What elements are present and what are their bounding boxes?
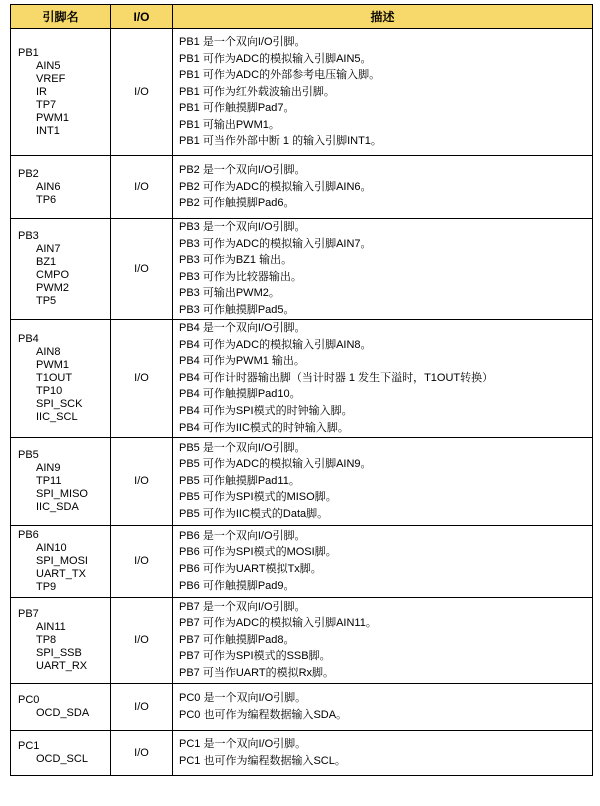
pin-name-cell [11,156,111,219]
io-cell: I/O [111,525,173,597]
description-line: PC1 是一个双向I/O引脚。 [179,737,307,750]
table-header-row [11,5,593,29]
pin-alt-function: INT1 [36,124,60,137]
pin-name: PB1 [18,46,39,59]
description-line: PB4 是一个双向I/O引脚。 [179,321,306,334]
io-cell: I/O [111,597,173,683]
pin-alt-function: TP5 [36,294,57,307]
pin-alt-function: VREF [36,72,66,85]
description-line: PB1 可作为ADC的外部参考电压输入脚。 [179,69,381,82]
io-cell: I/O [111,219,173,320]
description-line: PB1 可作触摸脚Pad7。 [179,102,295,115]
description-line: PB3 可作为ADC的模拟输入引脚AIN7。 [179,237,372,250]
pin-alt-function: AIN7 [36,242,61,255]
io-cell: I/O [111,319,173,437]
table-row [11,437,593,525]
description-cell [173,730,593,775]
table-row [11,319,593,437]
pin-alt-function: TP7 [36,98,57,111]
description-cell [173,437,593,525]
description-line: PB3 可作为BZ1 输出。 [179,254,293,267]
description-line: PB2 可作触摸脚Pad6。 [179,197,295,210]
pin-alt-function: SPI_MISO [36,487,88,500]
pin-alt-function: PWM1 [36,111,69,124]
description-line: PC0 也可作为编程数据输入SDA。 [179,708,348,721]
pin-name: PB3 [18,229,39,242]
description-line: PB2 是一个双向I/O引脚。 [179,164,306,177]
pin-name: PB5 [18,448,39,461]
description-line: PB4 可作为PWM1 输出。 [179,355,305,368]
description-line: PB5 可作为ADC的模拟输入引脚AIN9。 [179,458,372,471]
description-line: PB7 是一个双向I/O引脚。 [179,600,306,613]
pin-name: PC1 [18,739,40,752]
io-cell: I/O [111,29,173,156]
table-row [11,156,593,219]
description-line: PB1 可作为ADC的模拟输入引脚AIN5。 [179,52,372,65]
description-line: PB4 可作为SPI模式的时钟输入脚。 [179,404,353,417]
description-line: PB5 可作触摸脚Pad11。 [179,474,300,487]
description-line: PB4 可作为IIC模式的时钟输入脚。 [179,421,349,434]
pin-alt-function: BZ1 [36,255,57,268]
pin-alt-function: PWM1 [36,358,69,371]
description-line: PB3 是一个双向I/O引脚。 [179,221,306,233]
table-row [11,29,593,156]
table-row [11,683,593,730]
description-line: PB3 可作触摸脚Pad5。 [179,303,295,316]
description-cell [173,219,593,320]
pin-name-cell [11,525,111,597]
pin-name: PB2 [18,167,39,180]
description-cell [173,683,593,730]
description-cell [173,597,593,683]
pin-alt-function: SPI_SCK [36,397,83,410]
pin-alt-function: TP11 [36,474,62,487]
pin-alt-function: PWM2 [36,281,69,294]
description-line: PB6 可作为SPI模式的MOSI脚。 [179,546,337,559]
pin-alt-function: TP10 [36,384,63,397]
description-line: PB1 是一个双向I/O引脚。 [179,35,306,48]
description-line: PB7 可作为ADC的模拟输入引脚AIN11。 [179,617,377,630]
pin-alt-function: AIN10 [36,541,67,554]
description-line: PB4 可作触摸脚Pad10。 [179,388,301,401]
pin-alt-function: AIN6 [36,180,61,193]
pin-table [10,4,593,776]
description-line: PB7 可当作UART的模拟Rx脚。 [179,666,335,679]
pin-alt-function: SPI_MOSI [36,554,88,567]
pin-name: PB4 [18,332,39,345]
pin-name-cell [11,29,111,156]
io-cell: I/O [111,156,173,219]
pin-alt-function: AIN5 [36,59,61,72]
pin-name-cell [11,683,111,730]
description-line: PB1 可输出PWM1。 [179,118,280,131]
table-row [11,525,593,597]
pin-alt-function: UART_TX [36,567,86,580]
header-pin-name: 引脚名 [11,5,111,29]
pin-name-cell [11,730,111,775]
description-cell [173,525,593,597]
pin-alt-function: SPI_SSB [36,646,82,659]
pin-name-cell [11,319,111,437]
pin-alt-function: TP9 [36,580,57,593]
pin-name-cell [11,219,111,320]
description-line: PB5 是一个双向I/O引脚。 [179,441,306,454]
pin-alt-function: IR [36,85,47,98]
description-cell [173,29,593,156]
description-line: PB3 可作为比较器输出。 [179,270,302,283]
description-line: PB6 可作为UART模拟Tx脚。 [179,563,322,576]
description-line: PB6 是一个双向I/O引脚。 [179,529,306,542]
pin-name-cell [11,437,111,525]
description-line: PB2 可作为ADC的模拟输入引脚AIN6。 [179,180,372,193]
description-line: PB7 可作触摸脚Pad8。 [179,633,295,646]
description-line: PB5 可作为IIC模式的Data脚。 [179,507,329,520]
description-line: PC0 是一个双向I/O引脚。 [179,691,307,704]
pin-alt-function: TP8 [36,633,57,646]
pin-alt-function: IIC_SCL [36,410,78,423]
pin-alt-function: UART_RX [36,659,88,672]
description-line: PB7 可作为SPI模式的SSB脚。 [179,650,331,663]
pin-alt-function: OCD_SDA [36,706,90,719]
table-row [11,730,593,775]
table-body [11,29,593,776]
pin-alt-function: T1OUT [36,371,73,384]
pin-alt-function: IIC_SDA [36,500,79,513]
description-line: PB3 可输出PWM2。 [179,287,280,300]
io-cell: I/O [111,730,173,775]
io-cell: I/O [111,683,173,730]
description-cell [173,156,593,219]
pin-alt-function: CMPO [36,268,69,281]
pin-alt-function: AIN8 [36,345,61,358]
pin-alt-function: TP6 [36,193,57,206]
pin-name: PB7 [18,607,39,620]
pin-alt-function: OCD_SCL [36,752,88,765]
header-description: 描述 [173,5,593,29]
pin-name-cell [11,597,111,683]
description-line: PB5 可作为SPI模式的MISO脚。 [179,491,337,504]
pin-description-document [10,4,592,776]
io-cell: I/O [111,437,173,525]
header-io: I/O [111,5,173,29]
description-line: PB1 可作为红外载波输出引脚。 [179,85,335,98]
description-line: PB4 可作计时器输出脚（当计时器 1 发生下溢时，T1OUT转换） [179,371,494,384]
table-row [11,219,593,320]
description-line: PB4 可作为ADC的模拟输入引脚AIN8。 [179,338,372,351]
description-cell [173,319,593,437]
pin-alt-function: AIN11 [36,620,66,633]
pin-name: PB6 [18,528,39,541]
description-line: PC1 也可作为编程数据输入SCL。 [179,754,346,767]
pin-alt-function: AIN9 [36,461,61,474]
table-row [11,597,593,683]
description-line: PB6 可作触摸脚Pad9。 [179,579,295,592]
description-line: PB1 可当作外部中断 1 的输入引脚INT1。 [179,135,382,148]
pin-name: PC0 [18,693,40,706]
